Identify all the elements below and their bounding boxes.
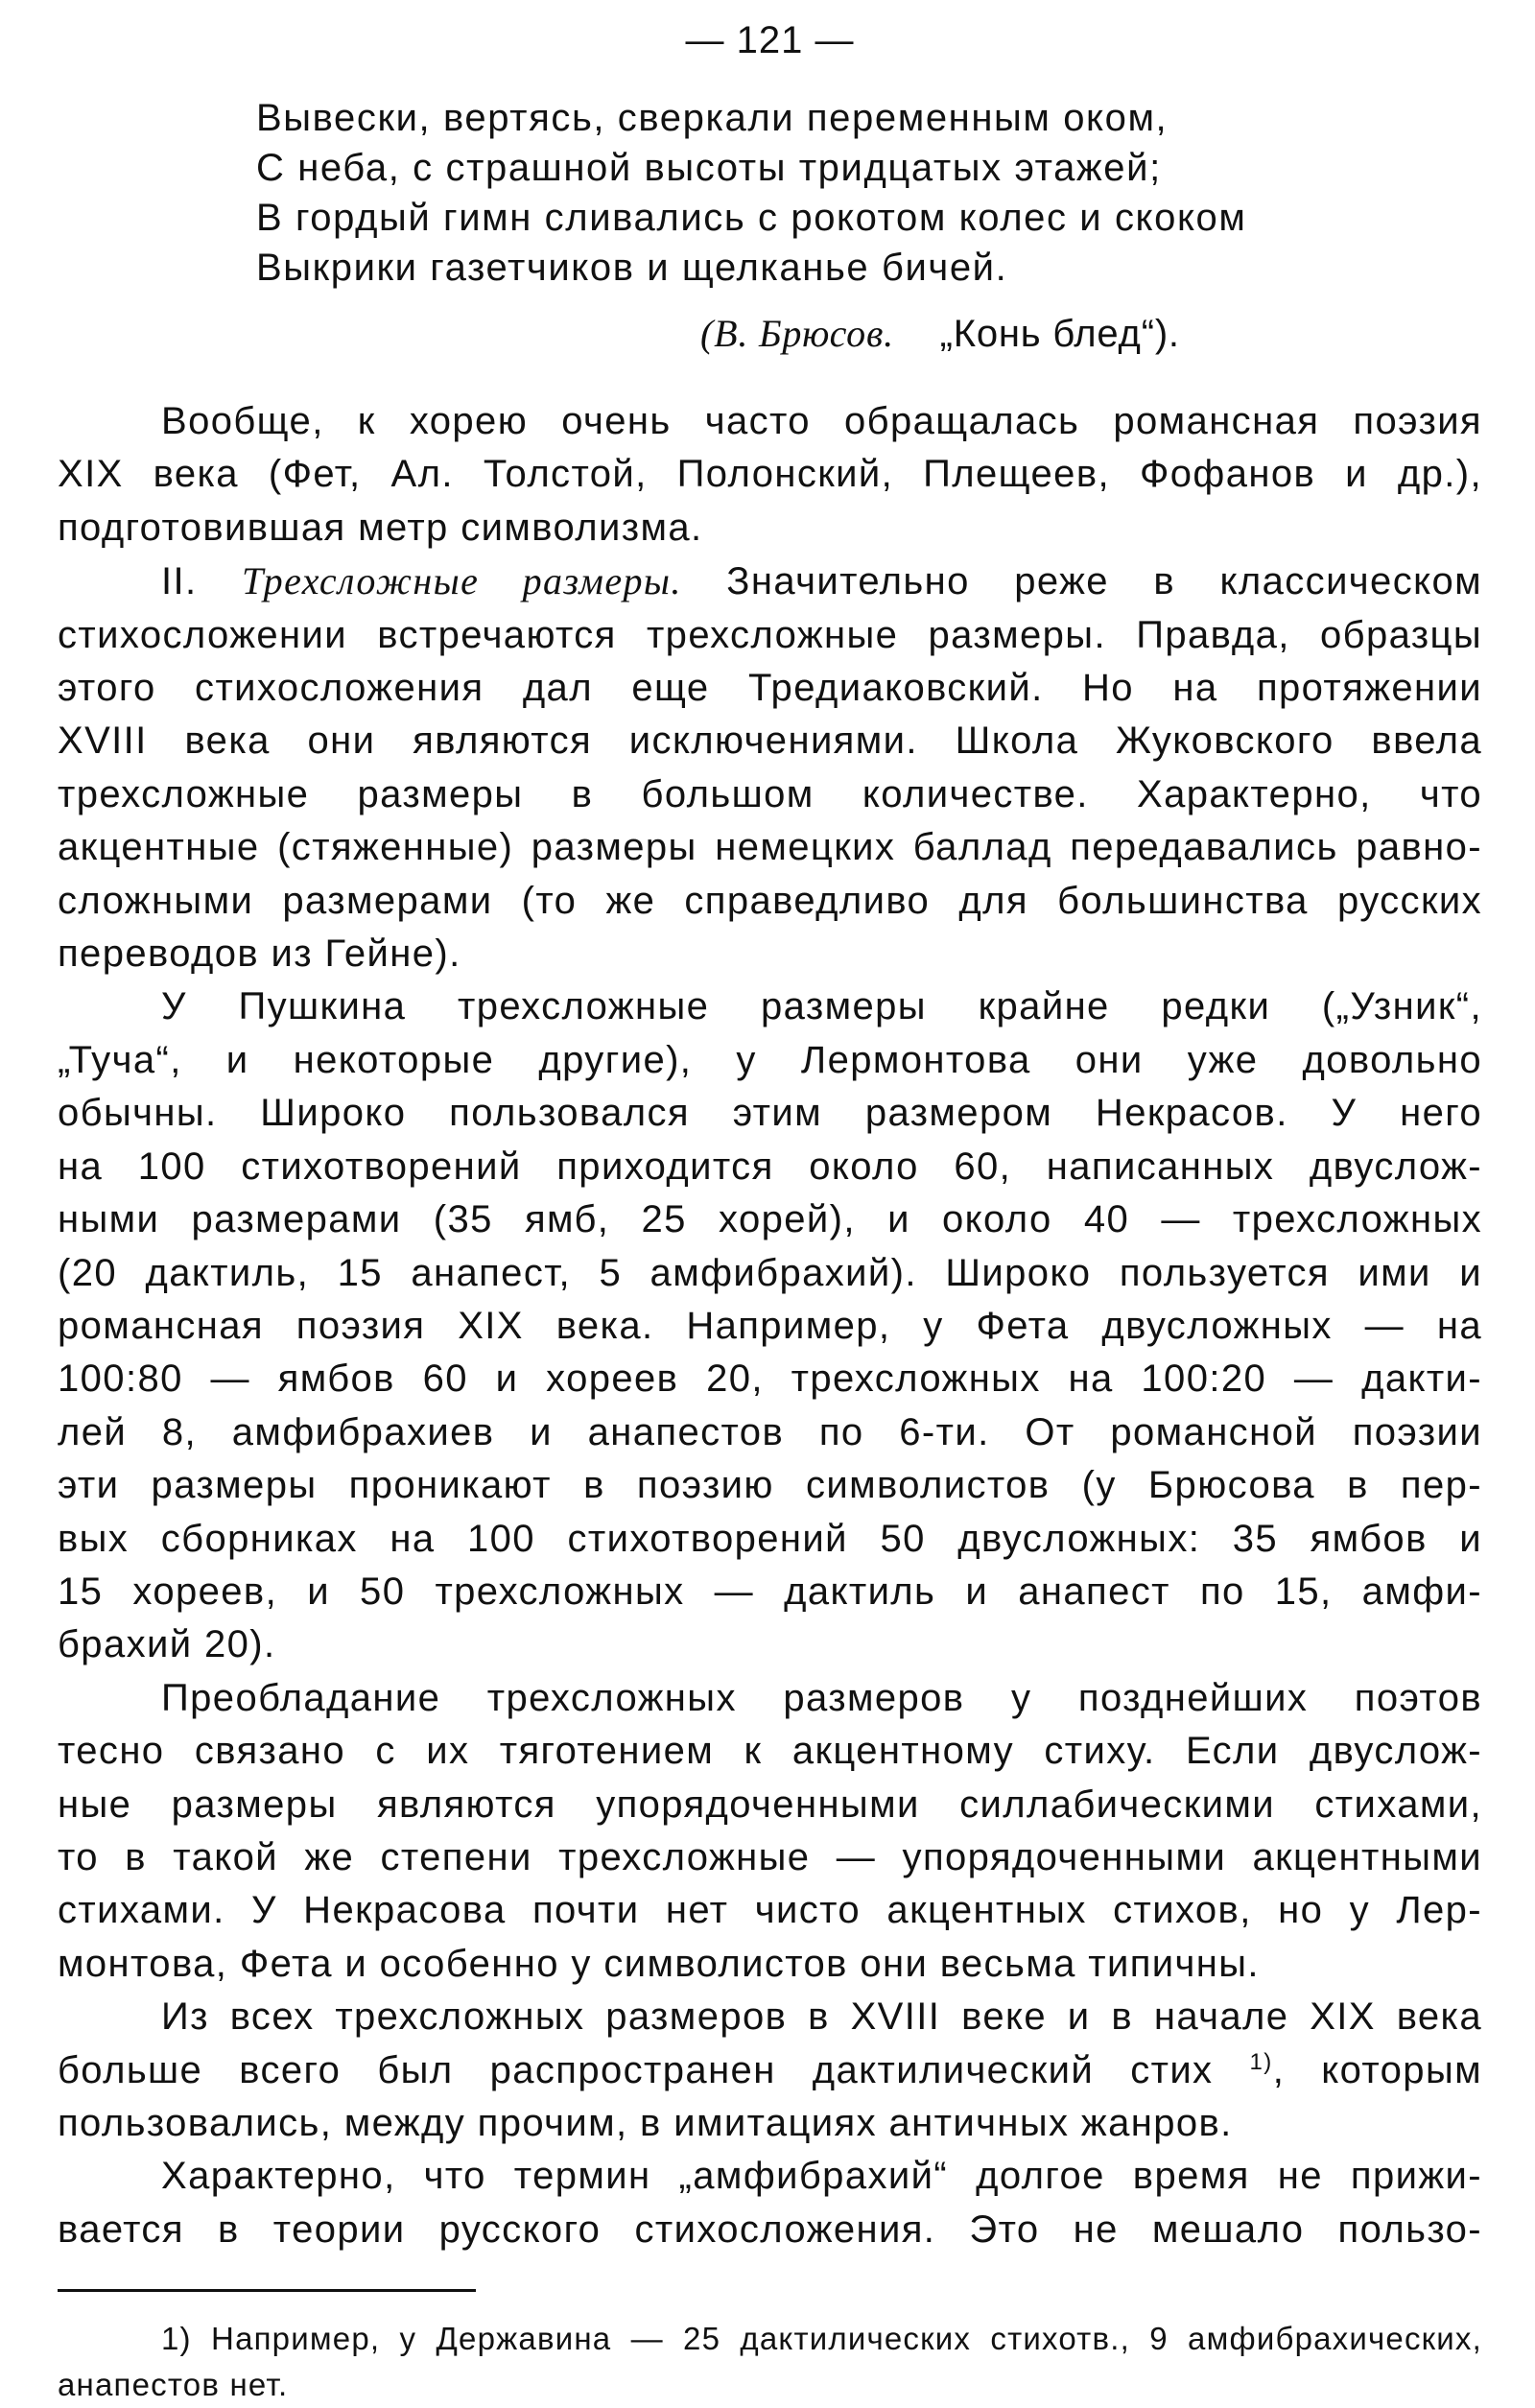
text-line: XIX века (Фет, Ал. Толстой, Полонский, Плещеев, Фофанов и др.), xyxy=(58,453,1482,496)
text-line: Вообще, к хорею очень часто обращалась романсная поэзия xyxy=(161,400,1482,442)
text-line: подготовившая метр символизма. xyxy=(58,506,703,549)
section-number: II. xyxy=(161,560,198,603)
text-line: Характерно, что термин „амфибрахий“ долгое время не прижи- xyxy=(161,2155,1482,2198)
text-line: этого стихосложения дал еще Тредиаковский. Но на протяжении xyxy=(58,667,1482,710)
paragraph xyxy=(58,2150,1482,2256)
verse-attribution xyxy=(700,309,1180,359)
text-fragment: Значительно реже в классическом xyxy=(726,560,1482,603)
footnote-text: Например, у Державина — 25 дактилических стихотв., 9 амфибрахических, xyxy=(211,2321,1482,2356)
text-line: 15 хореев, и 50 трехсложных — дактиль и анапест по 15, амфи- xyxy=(58,1570,1482,1613)
footnote-divider xyxy=(58,2289,476,2292)
text-line: Преобладание трехсложных размеров у позднейших поэтов xyxy=(161,1676,1482,1719)
text-line: вается в теории русского стихосложения. Это не мешало пользо- xyxy=(58,2207,1482,2251)
text-line: лей 8, амфибрахиев и анапестов по 6-ти. От романсной поэзии xyxy=(58,1410,1482,1453)
verse-line: В гордый гимн сливались с рокотом колес и скоком xyxy=(256,197,1247,239)
verse-line: Вывески, вертясь, сверкали переменным оком, xyxy=(256,97,1169,139)
paragraph xyxy=(58,555,1482,980)
text-line: 100:80 — ямбов 60 и хореев 20, трехсложных на 100:20 — дакти- xyxy=(58,1357,1482,1401)
text-line: „Туча“, и некоторые другие), у Лермонтова они уже довольно xyxy=(58,1038,1482,1081)
attribution-spacer xyxy=(906,313,929,355)
attribution-title: „Конь блед“). xyxy=(939,313,1180,355)
text-line: монтова, Фета и особенно у символистов они весьма типичны. xyxy=(58,1942,1260,1985)
text-line: пользовались, между прочим, в имитациях античных жанров. xyxy=(58,2102,1233,2144)
text-line: эти размеры проникают в поэзию символистов (у Брюсова в пер- xyxy=(58,1464,1482,1507)
verse-quote xyxy=(256,93,1455,293)
text-fragment: , которым xyxy=(1272,2048,1483,2091)
section-title: Трехсложные размеры. xyxy=(242,559,682,603)
text-line: тесно связано с их тяготением к акцентному стиху. Если двуслож- xyxy=(58,1730,1482,1773)
text-line: акцентные (стяженные) размеры немецких баллад передавались равно- xyxy=(58,826,1482,869)
text-line: стихосложении встречаются трехсложные размеры. Правда, образцы xyxy=(58,613,1482,656)
footnote xyxy=(58,2316,1482,2408)
document-page xyxy=(58,0,1482,2403)
verse-line: Выкрики газетчиков и щелканье бичей. xyxy=(256,247,1008,289)
body-text xyxy=(58,395,1482,2256)
text-line: то в такой же степени трехсложные — упорядоченными акцентными xyxy=(58,1835,1482,1878)
verse-line: С неба, с страшной высоты тридцатых этажей; xyxy=(256,147,1162,189)
text-line: романсная поэзия XIX века. Например, у Фета двусложных — на xyxy=(58,1304,1482,1347)
text-line: У Пушкина трехсложные размеры крайне редки („Узник“, xyxy=(161,985,1482,1028)
text-line: брахий 20). xyxy=(58,1623,276,1666)
text-line xyxy=(58,2044,1482,2097)
text-line: на 100 стихотворений приходится около 60, написанных двуслож- xyxy=(58,1145,1482,1188)
text-fragment: больше всего был распространен дактилический стих xyxy=(58,2048,1214,2091)
paragraph xyxy=(58,980,1482,1671)
footnote-line xyxy=(58,2316,1482,2362)
footnote-line: анапестов нет. xyxy=(58,2367,289,2402)
text-line: переводов из Гейне). xyxy=(58,933,461,976)
text-line: вых сборниках на 100 стихотворений 50 двусложных: 35 ямбов и xyxy=(58,1517,1482,1560)
paragraph xyxy=(58,1991,1482,2150)
text-line: (20 дактиль, 15 анапест, 5 амфибрахий). Широко пользуется ими и xyxy=(58,1251,1482,1294)
text-line: ными размерами (35 ямб, 25 хорей), и около 40 — трехсложных xyxy=(58,1198,1482,1241)
attribution-author: (В. Брюсов. xyxy=(700,312,894,355)
text-line: XVIII века они являются исключениями. Школа Жуковского ввела xyxy=(58,720,1482,763)
footnote-mark: 1) xyxy=(161,2321,192,2356)
paragraph xyxy=(58,1672,1482,1991)
text-line: сложными размерами (то же справедливо для большинства русских xyxy=(58,879,1482,922)
paragraph xyxy=(58,395,1482,555)
text-line: обычны. Широко пользовался этим размером Некрасов. У него xyxy=(58,1092,1482,1135)
footnote-reference[interactable]: 1) xyxy=(1249,2048,1273,2075)
text-line: Из всех трехсложных размеров в XVIII веке и в начале XIX века xyxy=(161,1995,1482,2039)
text-line: ные размеры являются упорядоченными силлабическими стихами, xyxy=(58,1782,1482,1826)
text-line: стихами. У Некрасова почти нет чисто акцентных стихов, но у Лер- xyxy=(58,1889,1482,1932)
text-line: трехсложные размеры в большом количестве. Характерно, что xyxy=(58,772,1482,815)
text-line xyxy=(58,555,1482,608)
page-number: — 121 — xyxy=(685,19,855,61)
